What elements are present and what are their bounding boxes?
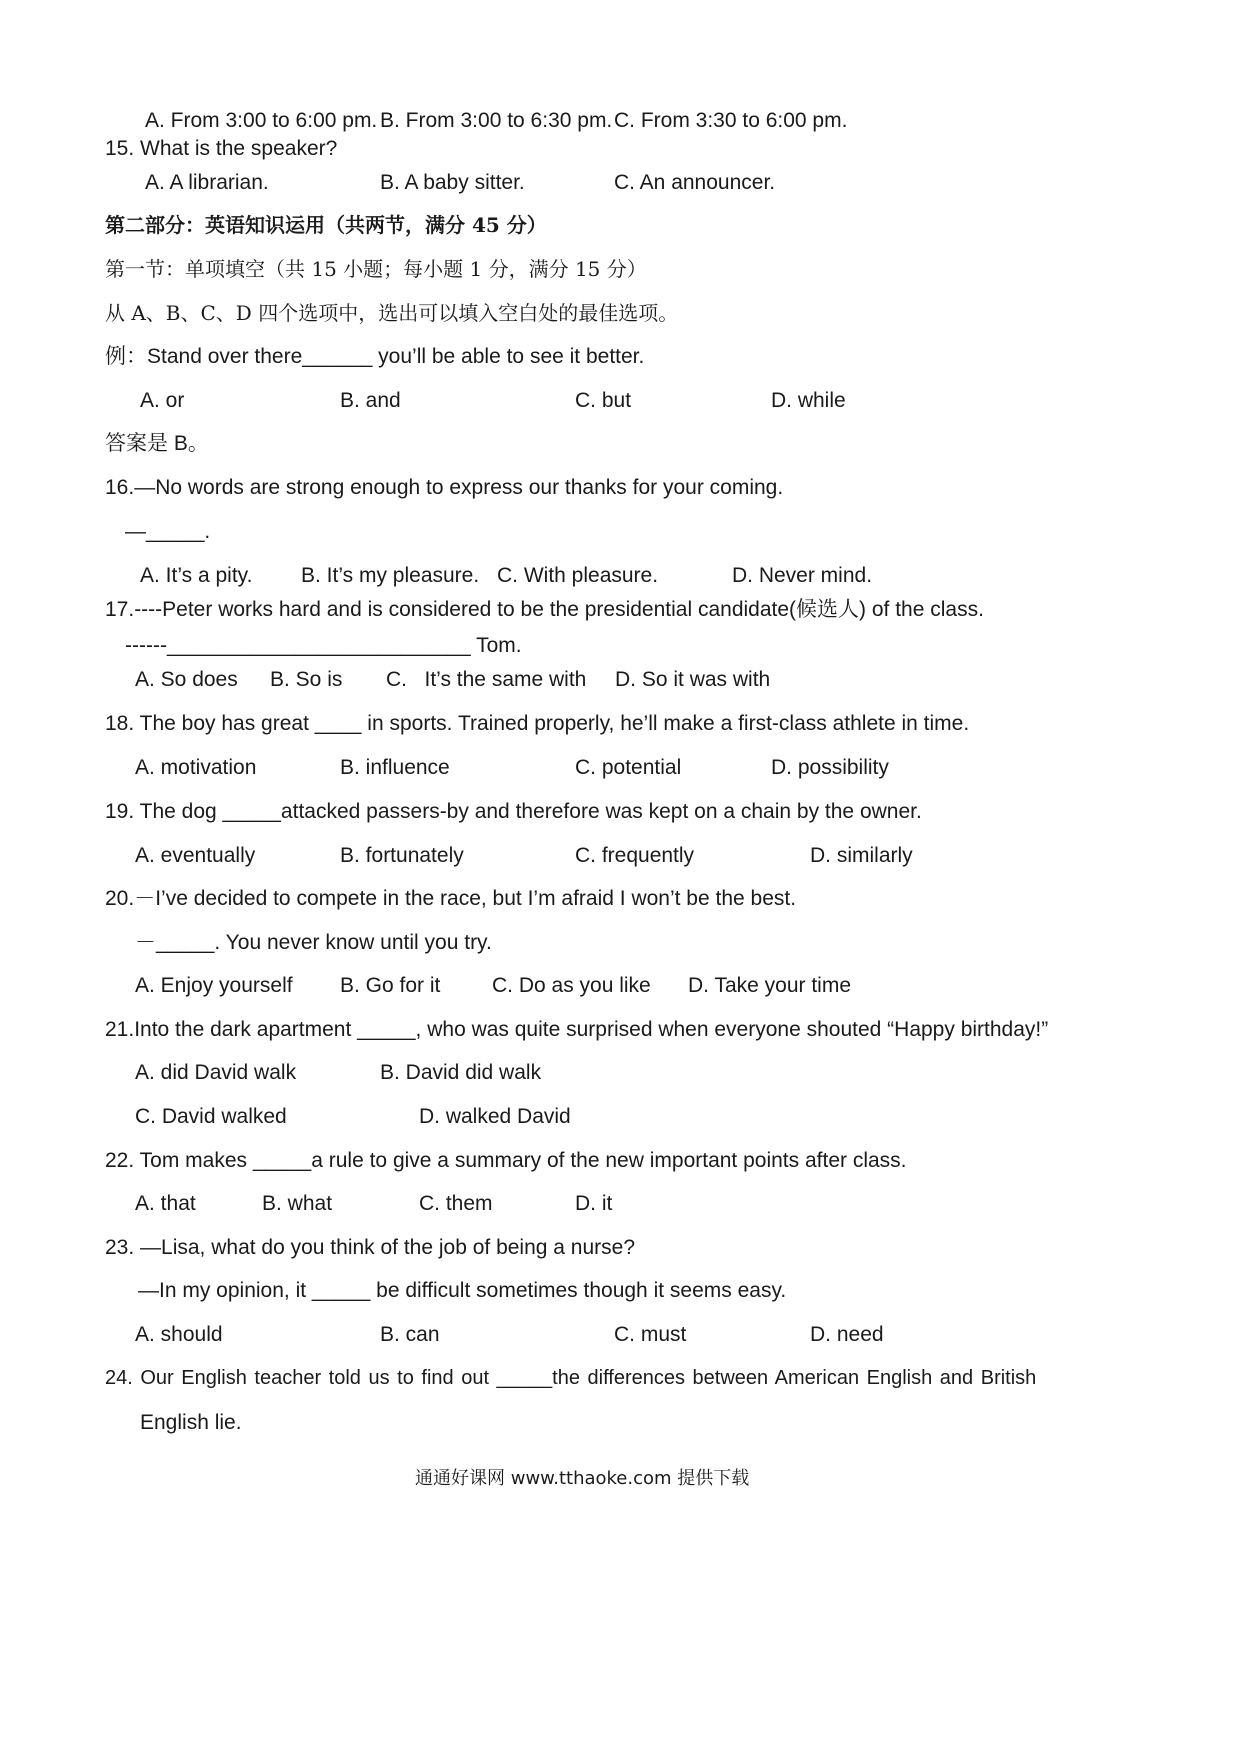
q21-option-c: C. David walked xyxy=(135,1105,287,1128)
q18-option-a: A. motivation xyxy=(135,756,257,779)
q15-option-b: B. A baby sitter. xyxy=(380,171,525,194)
q15-stem: 15. What is the speaker? xyxy=(105,137,338,160)
q16-option-b: B. It’s my pleasure. xyxy=(301,564,480,587)
q21-option-d: D. walked David xyxy=(419,1105,571,1128)
q18-option-c: C. potential xyxy=(575,756,682,779)
q24-stem: 24. Our English teacher told us to find out _____the differences between American English and British xyxy=(105,1367,1037,1389)
q23-option-d: D. need xyxy=(810,1323,884,1346)
q16-option-d: D. Never mind. xyxy=(732,564,873,587)
q18-option-d: D. possibility xyxy=(771,756,889,779)
example-option-c: C. but xyxy=(575,389,632,412)
example-option-b: B. and xyxy=(340,389,401,412)
example-option-d: D. while xyxy=(771,389,846,412)
q18-stem: 18. The boy has great ____ in sports. Trained properly, he’ll make a first-class athlete in time. xyxy=(105,712,970,735)
q19-stem: 19. The dog _____attacked passers-by and therefore was kept on a chain by the owner. xyxy=(105,800,922,823)
q17-option-b: B. So is xyxy=(270,668,343,691)
q17-option-a: A. So does xyxy=(135,668,238,691)
q22-option-d: D. it xyxy=(575,1192,613,1215)
q19-option-b: B. fortunately xyxy=(340,844,464,867)
q19-option-c: C. frequently xyxy=(575,844,695,867)
q20-option-a: A. Enjoy yourself xyxy=(135,974,293,997)
q17-stem: 17.----Peter works hard and is considered to be the presidential candidate(候选人) of the class. xyxy=(105,598,984,621)
q20-option-d: D. Take your time xyxy=(688,974,852,997)
part2-title: 第二部分：英语知识运用（共两节，满分 45 分） xyxy=(105,213,547,237)
q22-option-a: A. that xyxy=(135,1192,196,1215)
q17-reply: ------__________________________ Tom. xyxy=(125,634,522,657)
q16-option-c: C. With pleasure. xyxy=(497,564,659,587)
q16-option-a: A. It’s a pity. xyxy=(140,564,253,587)
q20-option-c: C. Do as you like xyxy=(492,974,651,997)
q23-option-c: C. must xyxy=(614,1323,687,1346)
q23-reply: —In my opinion, it _____ be difficult sometimes though it seems easy. xyxy=(138,1279,787,1302)
q21-option-b: B. David did walk xyxy=(380,1061,542,1084)
q19-option-d: D. similarly xyxy=(810,844,913,867)
q20-stem: 20.－I’ve decided to compete in the race, but I’m afraid I won’t be the best. xyxy=(105,887,797,910)
q23-option-a: A. should xyxy=(135,1323,223,1346)
q16-reply: —_____. xyxy=(125,520,211,543)
q16-stem: 16.—No words are strong enough to express our thanks for your coming. xyxy=(105,476,784,499)
example-option-a: A. or xyxy=(140,389,185,412)
example-stem: 例：Stand over there______ you’ll be able to see it better. xyxy=(105,345,645,368)
q14-option-a: A. From 3:00 to 6:00 pm. xyxy=(145,109,378,132)
q21-stem: 21.Into the dark apartment _____, who was quite surprised when everyone shouted “Happy birthday!” xyxy=(105,1018,1049,1041)
q22-option-b: B. what xyxy=(262,1192,333,1215)
q19-option-a: A. eventually xyxy=(135,844,256,867)
q17-option-d: D. So it was with xyxy=(615,668,771,691)
section1-title: 第一节：单项填空（共 15 小题；每小题 1 分，满分 15 分） xyxy=(105,257,647,281)
q23-stem: 23. —Lisa, what do you think of the job of being a nurse? xyxy=(105,1236,636,1259)
q15-option-a: A. A librarian. xyxy=(145,171,269,194)
q20-reply: －_____. You never know until you try. xyxy=(135,931,492,954)
q23-option-b: B. can xyxy=(380,1323,440,1346)
q14-option-c: C. From 3:30 to 6:00 pm. xyxy=(614,109,848,132)
q22-option-c: C. them xyxy=(419,1192,493,1215)
section1-instruction: 从 A、B、C、D 四个选项中，选出可以填入空白处的最佳选项。 xyxy=(105,301,679,325)
q18-option-b: B. influence xyxy=(340,756,450,779)
example-answer: 答案是 B。 xyxy=(105,432,209,455)
q21-option-a: A. did David walk xyxy=(135,1061,297,1084)
q24-stem-continued: English lie. xyxy=(140,1411,242,1434)
page-footer: 通通好课网 www.tthaoke.com 提供下载 xyxy=(415,1468,750,1489)
q22-stem: 22. Tom makes _____a rule to give a summary of the new important points after class. xyxy=(105,1149,907,1172)
q15-option-c: C. An announcer. xyxy=(614,171,776,194)
q14-option-b: B. From 3:00 to 6:30 pm. xyxy=(380,109,613,132)
q17-option-c: C. It’s the same with xyxy=(386,668,587,691)
q20-option-b: B. Go for it xyxy=(340,974,441,997)
